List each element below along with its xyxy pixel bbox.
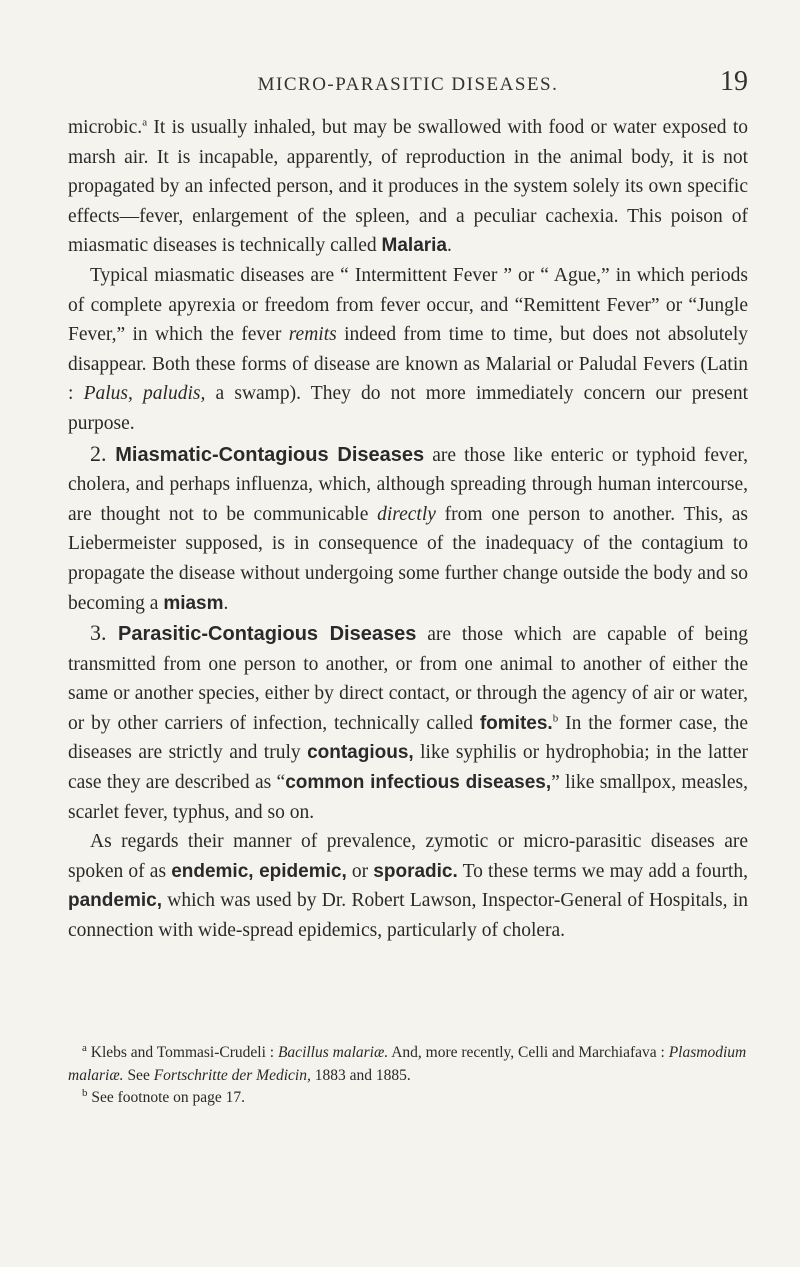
term-directly: directly — [377, 503, 436, 525]
footnote-ref-a[interactable]: a — [142, 116, 148, 129]
heading-parasitic-contagious: Parasitic-Contagious Diseases — [118, 623, 417, 646]
term-palus: Palus, paludis, — [83, 383, 206, 405]
page-header — [68, 66, 748, 108]
term-contagious: contagious, — [307, 742, 414, 764]
footnote-ref-b[interactable]: b — [552, 712, 559, 725]
term-sporadic: sporadic. — [373, 860, 458, 882]
term-common-infectious: common infectious diseases, — [285, 772, 552, 794]
paragraph-miasmatic-contagious: 2. Miasmatic-Contagious Diseases are those like enteric or typhoid fever, cholera, and perhaps influenza, which, although spreading through human intercourse, are thought not to be communicable directly from one person to another. This, as Liebermeister supposed, is in consequence of the inadequacy of the contagium to propagate the disease without undergoing some further change outside the body and so becoming a miasm. — [68, 440, 749, 614]
page-number: 19 — [720, 66, 748, 97]
footnote-b: $^b$ See footnote on page 17. — [82, 1086, 246, 1106]
term-endemic-epidemic: endemic, epidemic, — [171, 860, 347, 882]
paragraph-parasitic-contagious: 3. Parasitic-Contagious Diseases are those which are capable of being transmitted from one person to another, or from one animal to another of either the same or another species, either by direct contact, or through the agency of air or water, or by other carriers of infection, technically called fomites.$^b$ In the former case, the diseases are strictly and truly contagious, like syphilis or hydrophobia; in the latter case they are described as “common infectious diseases,” like smallpox, measles, scarlet fever, typhus, and so on. — [68, 620, 749, 823]
term-miasm: miasm — [163, 592, 224, 614]
term-fomites: fomites. — [479, 712, 553, 734]
running-head: MICRO-PARASITIC DISEASES. — [257, 74, 559, 95]
body-text — [68, 113, 748, 946]
heading-miasmatic-contagious: Miasmatic-Contagious Diseases — [115, 443, 425, 466]
term-remits: remits — [288, 324, 337, 346]
term-malaria: Malaria — [381, 235, 447, 257]
paragraph-malaria: microbic.$^a$ It is usually inhaled, but may be swallowed with food or water exposed to marsh air. It is incapable, apparently, of reproduction in the animal body, it is not propagated by an infected person, and it produces in the system solely its own specific effects—fever, enlargement of the spleen, and a peculiar cachexia. This poison of miasmatic diseases is technically called Malaria. — [68, 116, 748, 257]
footnote-a: $^a$ Klebs and Tommasi-Crudeli : Bacillus malariæ. And, more recently, Celli and Marchiafava : Plasmodium malariæ. See Fortschritte der Medicin, 1883 and 1885. — [68, 1041, 747, 1084]
footnotes — [68, 1042, 748, 1110]
term-pandemic: pandemic, — [68, 890, 162, 912]
paragraph-typical-diseases: Typical miasmatic diseases are “ Intermittent Fever ” or “ Ague,” in which periods of complete apyrexia or freedom from fever occur, and “Remittent Fever” or “Jungle Fever,” in which the fever remits indeed from time to time, but does not absolutely disappear. Both these forms of disease are known as Malarial or Paludal Fevers (Latin : Palus, paludis, a swamp). They do not more immediately concern our present purpose. — [68, 264, 749, 434]
paragraph-prevalence: As regards their manner of prevalence, zymotic or micro-parasitic diseases are spoken of as endemic, epidemic, or sporadic. To these terms we may add a fourth, pandemic, which was used by Dr. Robert Lawson, Inspector-General of Hospitals, in connection with wide-spread epidemics, particularly of cholera. — [68, 831, 748, 942]
